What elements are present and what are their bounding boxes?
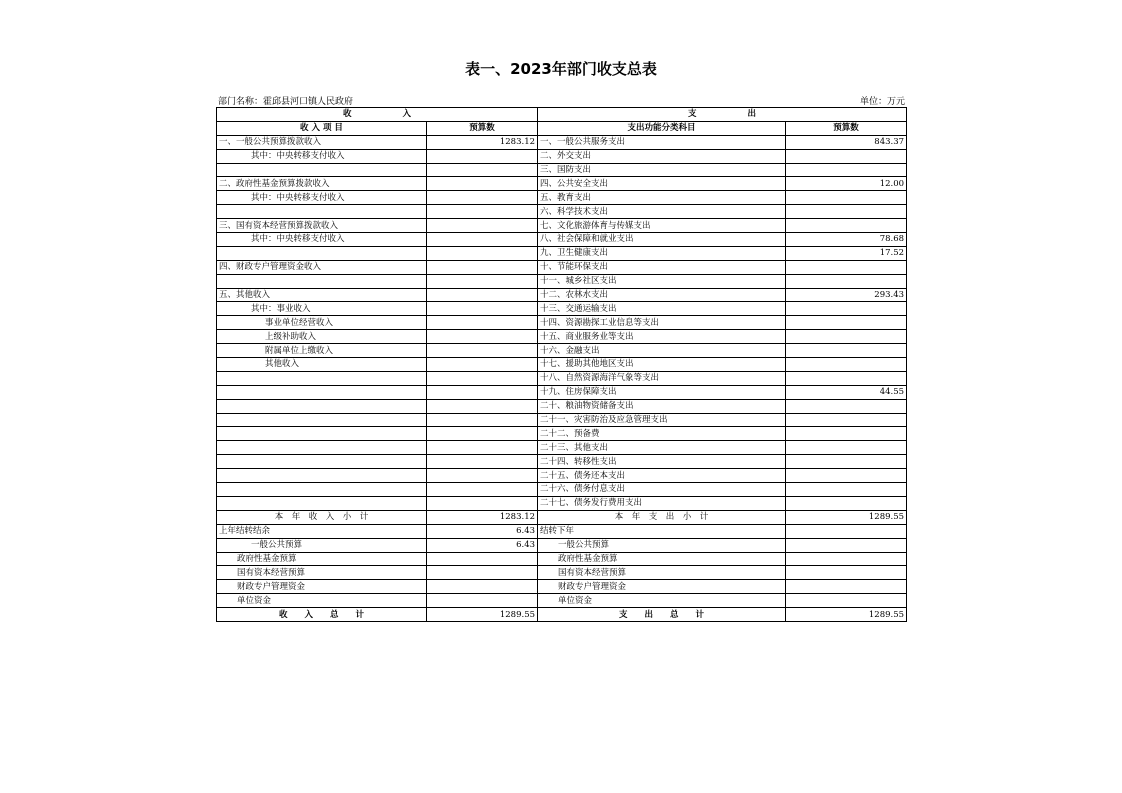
expense-item-cell: 二十、粮油物资储备支出 xyxy=(538,399,786,413)
expense-value-cell xyxy=(786,260,907,274)
income-item-cell: 其中：中央转移支付收入 xyxy=(217,191,427,205)
expense-value-cell xyxy=(786,205,907,219)
income-group-header: 收 入 xyxy=(217,108,538,122)
expense-item-cell: 财政专户管理资金 xyxy=(538,580,786,594)
income-value-cell xyxy=(427,469,538,483)
table-row xyxy=(217,246,907,260)
expense-value-cell xyxy=(786,274,907,288)
table-row xyxy=(217,135,907,149)
income-item-cell xyxy=(217,427,427,441)
income-value-cell xyxy=(427,441,538,455)
expense-value-cell xyxy=(786,594,907,608)
budget-table xyxy=(216,107,907,622)
income-subtotal-value: 1283.12 xyxy=(427,510,538,524)
expense-item-cell: 十、节能环保支出 xyxy=(538,260,786,274)
table-row xyxy=(217,205,907,219)
income-item-cell xyxy=(217,483,427,497)
income-item-cell: 四、财政专户管理资金收入 xyxy=(217,260,427,274)
expense-value-cell: 78.68 xyxy=(786,233,907,247)
expense-total-label: 支 出 总 计 xyxy=(538,608,786,622)
expense-item-cell: 十三、交通运输支出 xyxy=(538,302,786,316)
expense-value-cell xyxy=(786,149,907,163)
total-row xyxy=(217,608,907,622)
income-item-cell xyxy=(217,413,427,427)
expense-value-cell xyxy=(786,399,907,413)
income-value-cell xyxy=(427,496,538,510)
income-value-cell: 1283.12 xyxy=(427,135,538,149)
income-value-cell xyxy=(427,219,538,233)
expense-item-cell: 十五、商业服务业等支出 xyxy=(538,330,786,344)
income-item-cell xyxy=(217,274,427,288)
income-item-cell: 财政专户管理资金 xyxy=(217,580,427,594)
income-value-cell xyxy=(427,483,538,497)
income-item-cell xyxy=(217,246,427,260)
expense-item-cell: 二、外交支出 xyxy=(538,149,786,163)
expense-item-cell: 二十四、转移性支出 xyxy=(538,455,786,469)
expense-item-cell: 四、公共安全支出 xyxy=(538,177,786,191)
expense-item-cell: 十二、农林水支出 xyxy=(538,288,786,302)
expense-item-cell: 十六、金融支出 xyxy=(538,344,786,358)
income-value-cell: 6.43 xyxy=(427,538,538,552)
income-value-cell xyxy=(427,288,538,302)
income-total-value: 1289.55 xyxy=(427,608,538,622)
income-value-cell xyxy=(427,191,538,205)
carry-row xyxy=(217,566,907,580)
income-value-cell xyxy=(427,580,538,594)
expense-value-cell xyxy=(786,316,907,330)
page-title: 表一、2023年部门收支总表 xyxy=(465,60,657,78)
income-value-cell xyxy=(427,399,538,413)
table-row xyxy=(217,191,907,205)
table-row xyxy=(217,455,907,469)
table-row xyxy=(217,344,907,358)
income-item-cell: 单位资金 xyxy=(217,594,427,608)
table-row xyxy=(217,163,907,177)
table-row xyxy=(217,177,907,191)
table-row xyxy=(217,219,907,233)
expense-value-cell xyxy=(786,344,907,358)
expense-item-cell: 一、一般公共服务支出 xyxy=(538,135,786,149)
income-value-cell xyxy=(427,455,538,469)
expense-item-cell: 二十三、其他支出 xyxy=(538,441,786,455)
group-header-row xyxy=(217,108,907,122)
expense-budget-header: 预算数 xyxy=(786,121,907,135)
department-name: 部门名称：霍邱县河口镇人民政府 xyxy=(218,97,354,107)
table-row xyxy=(217,483,907,497)
income-value-cell xyxy=(427,302,538,316)
expense-value-cell: 293.43 xyxy=(786,288,907,302)
table-row xyxy=(217,316,907,330)
expense-item-cell: 二十六、债务付息支出 xyxy=(538,483,786,497)
expense-value-cell xyxy=(786,469,907,483)
expense-subtotal-label: 本 年 支 出 小 计 xyxy=(538,510,786,524)
income-value-cell xyxy=(427,358,538,372)
table-row xyxy=(217,413,907,427)
income-value-cell xyxy=(427,344,538,358)
income-item-header: 收 入 项 目 xyxy=(217,121,427,135)
expense-item-cell: 二十一、灾害防治及应急管理支出 xyxy=(538,413,786,427)
expense-subtotal-value: 1289.55 xyxy=(786,510,907,524)
income-item-cell: 其中：中央转移支付收入 xyxy=(217,149,427,163)
income-value-cell xyxy=(427,427,538,441)
income-item-cell: 其他收入 xyxy=(217,358,427,372)
expense-value-cell xyxy=(786,566,907,580)
carry-row xyxy=(217,594,907,608)
expense-value-cell: 843.37 xyxy=(786,135,907,149)
table-row xyxy=(217,469,907,483)
income-value-cell xyxy=(427,177,538,191)
income-item-cell: 国有资本经营预算 xyxy=(217,566,427,580)
expense-item-cell: 八、社会保障和就业支出 xyxy=(538,233,786,247)
expense-value-cell xyxy=(786,413,907,427)
expense-value-cell xyxy=(786,427,907,441)
expense-item-cell: 二十七、债务发行费用支出 xyxy=(538,496,786,510)
column-header-row xyxy=(217,121,907,135)
income-value-cell xyxy=(427,233,538,247)
carry-row xyxy=(217,552,907,566)
expense-item-cell: 五、教育支出 xyxy=(538,191,786,205)
carry-row xyxy=(217,524,907,538)
income-item-cell: 五、其他收入 xyxy=(217,288,427,302)
income-value-cell xyxy=(427,594,538,608)
table-row xyxy=(217,399,907,413)
income-item-cell: 上级补助收入 xyxy=(217,330,427,344)
income-value-cell xyxy=(427,149,538,163)
unit-label: 单位：万元 xyxy=(859,97,905,107)
expense-group-header: 支 出 xyxy=(538,108,907,122)
income-value-cell xyxy=(427,316,538,330)
table-row xyxy=(217,260,907,274)
expense-item-cell: 一般公共预算 xyxy=(538,538,786,552)
expense-value-cell xyxy=(786,163,907,177)
income-item-cell xyxy=(217,163,427,177)
expense-item-cell: 三、国防支出 xyxy=(538,163,786,177)
expense-total-value: 1289.55 xyxy=(786,608,907,622)
income-item-cell: 二、政府性基金预算拨款收入 xyxy=(217,177,427,191)
income-item-cell: 三、国有资本经营预算拨款收入 xyxy=(217,219,427,233)
income-item-cell xyxy=(217,455,427,469)
expense-item-cell: 单位资金 xyxy=(538,594,786,608)
income-item-cell: 其中：事业收入 xyxy=(217,302,427,316)
expense-item-cell: 国有资本经营预算 xyxy=(538,566,786,580)
expense-item-cell: 二十二、预备费 xyxy=(538,427,786,441)
carry-row xyxy=(217,538,907,552)
income-total-label: 收 入 总 计 xyxy=(217,608,427,622)
income-value-cell: 6.43 xyxy=(427,524,538,538)
expense-value-cell xyxy=(786,330,907,344)
expense-value-cell xyxy=(786,538,907,552)
expense-value-cell: 44.55 xyxy=(786,385,907,399)
carry-row xyxy=(217,580,907,594)
table-row xyxy=(217,496,907,510)
expense-item-cell: 十八、自然资源海洋气象等支出 xyxy=(538,371,786,385)
income-item-cell: 其中：中央转移支付收入 xyxy=(217,233,427,247)
income-item-cell xyxy=(217,385,427,399)
table-row xyxy=(217,288,907,302)
income-item-cell: 一、一般公共预算拨款收入 xyxy=(217,135,427,149)
expense-item-cell: 六、科学技术支出 xyxy=(538,205,786,219)
income-value-cell xyxy=(427,385,538,399)
expense-value-cell xyxy=(786,358,907,372)
expense-item-cell: 七、文化旅游体育与传媒支出 xyxy=(538,219,786,233)
expense-item-cell: 十四、资源勘探工业信息等支出 xyxy=(538,316,786,330)
income-item-cell xyxy=(217,496,427,510)
income-item-cell: 政府性基金预算 xyxy=(217,552,427,566)
income-item-cell: 一般公共预算 xyxy=(217,538,427,552)
table-row xyxy=(217,149,907,163)
expense-item-cell: 十九、住房保障支出 xyxy=(538,385,786,399)
income-value-cell xyxy=(427,205,538,219)
table-row xyxy=(217,385,907,399)
expense-value-cell xyxy=(786,496,907,510)
expense-value-cell: 12.00 xyxy=(786,177,907,191)
income-item-cell xyxy=(217,371,427,385)
expense-item-cell: 十七、援助其他地区支出 xyxy=(538,358,786,372)
income-value-cell xyxy=(427,552,538,566)
expense-value-cell xyxy=(786,580,907,594)
income-value-cell xyxy=(427,413,538,427)
expense-item-cell: 结转下年 xyxy=(538,524,786,538)
expense-value-cell xyxy=(786,524,907,538)
income-item-cell xyxy=(217,399,427,413)
budget-table-body xyxy=(217,108,907,622)
expense-value-cell xyxy=(786,455,907,469)
table-row xyxy=(217,371,907,385)
income-item-cell xyxy=(217,205,427,219)
income-budget-header: 预算数 xyxy=(427,121,538,135)
table-row xyxy=(217,427,907,441)
subtotal-row xyxy=(217,510,907,524)
income-value-cell xyxy=(427,246,538,260)
income-item-cell xyxy=(217,441,427,455)
income-value-cell xyxy=(427,566,538,580)
expense-item-cell: 二十五、债务还本支出 xyxy=(538,469,786,483)
income-item-cell: 上年结转结余 xyxy=(217,524,427,538)
table-row xyxy=(217,302,907,316)
income-item-cell xyxy=(217,469,427,483)
table-row xyxy=(217,358,907,372)
income-item-cell: 事业单位经营收入 xyxy=(217,316,427,330)
expense-value-cell xyxy=(786,371,907,385)
expense-item-header: 支出功能分类科目 xyxy=(538,121,786,135)
table-row xyxy=(217,441,907,455)
income-value-cell xyxy=(427,330,538,344)
expense-value-cell xyxy=(786,483,907,497)
income-subtotal-label: 本 年 收 入 小 计 xyxy=(217,510,427,524)
income-value-cell xyxy=(427,163,538,177)
expense-value-cell: 17.52 xyxy=(786,246,907,260)
expense-value-cell xyxy=(786,219,907,233)
income-value-cell xyxy=(427,274,538,288)
expense-item-cell: 九、卫生健康支出 xyxy=(538,246,786,260)
expense-item-cell: 十一、城乡社区支出 xyxy=(538,274,786,288)
table-row xyxy=(217,233,907,247)
income-item-cell: 附属单位上缴收入 xyxy=(217,344,427,358)
expense-value-cell xyxy=(786,441,907,455)
table-row xyxy=(217,330,907,344)
income-value-cell xyxy=(427,371,538,385)
expense-item-cell: 政府性基金预算 xyxy=(538,552,786,566)
expense-value-cell xyxy=(786,552,907,566)
income-value-cell xyxy=(427,260,538,274)
expense-value-cell xyxy=(786,302,907,316)
expense-value-cell xyxy=(786,191,907,205)
table-row xyxy=(217,274,907,288)
